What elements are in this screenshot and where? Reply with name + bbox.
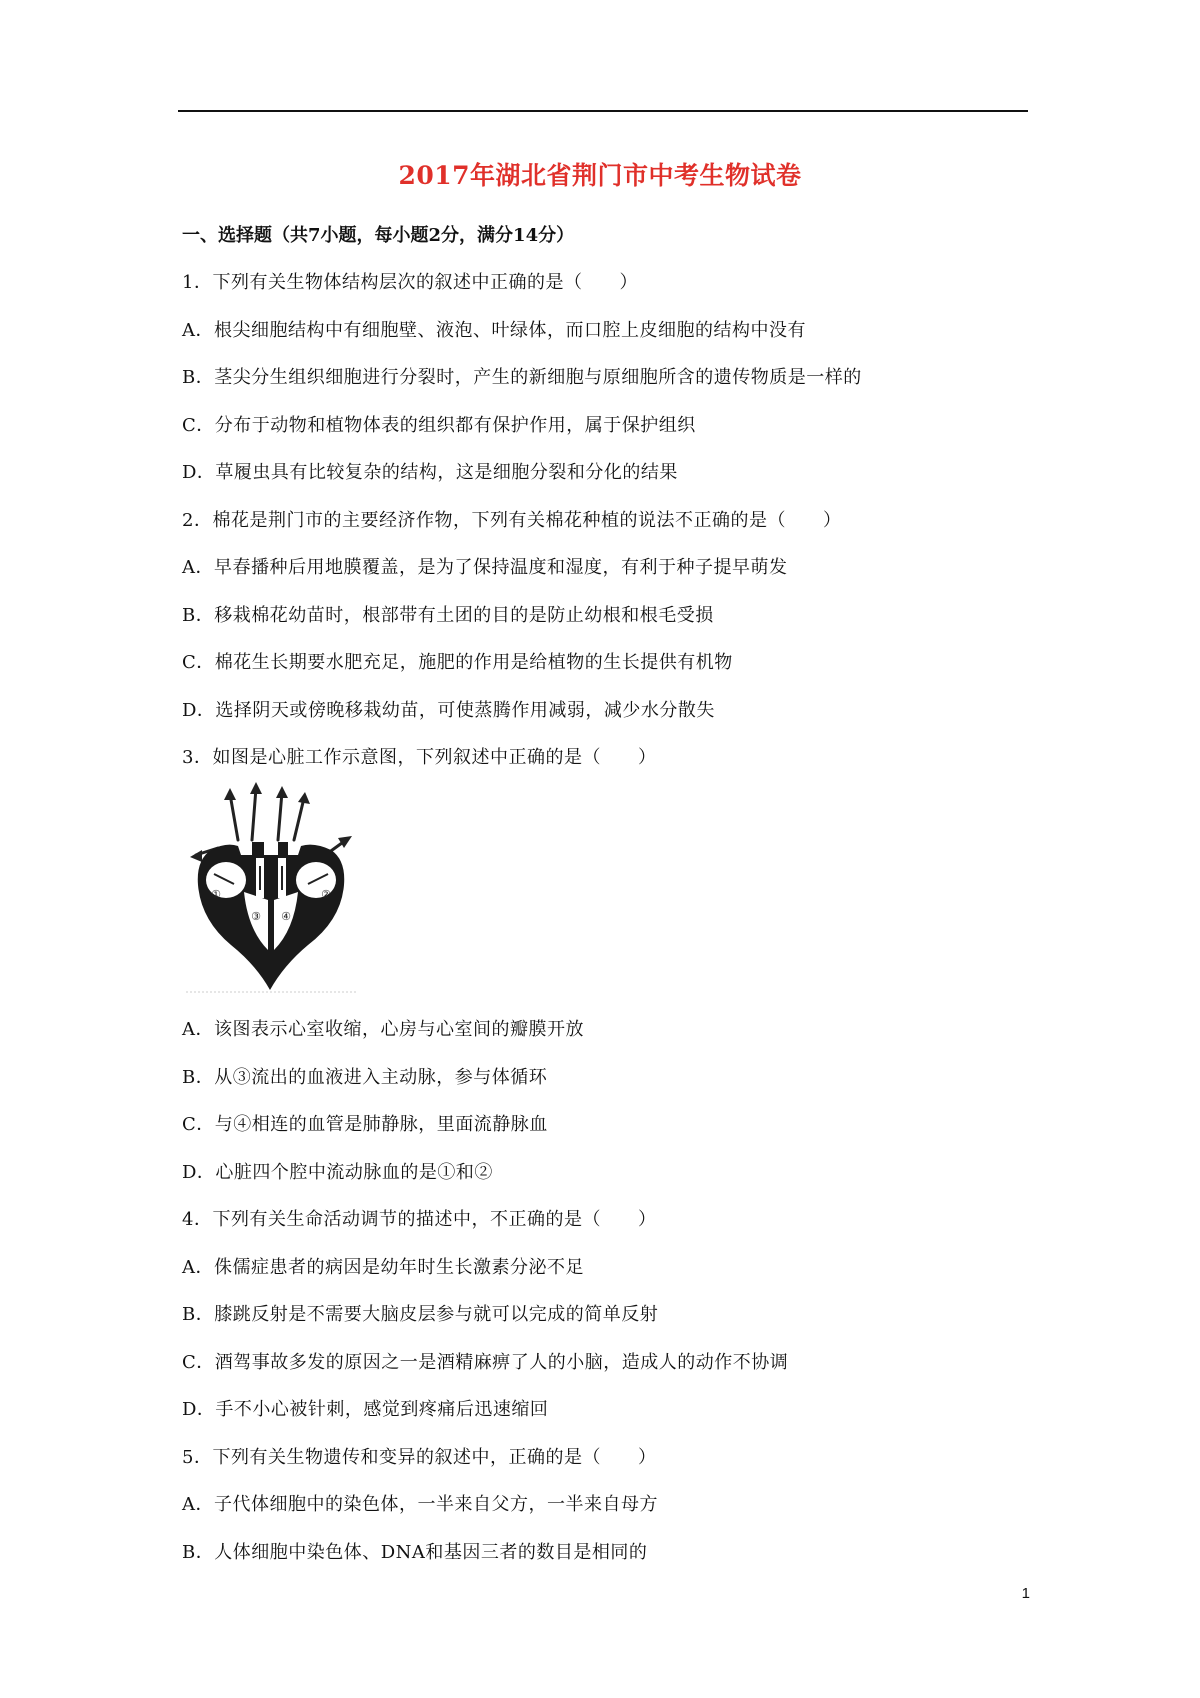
- chamber-label-4: ④: [281, 910, 291, 923]
- question-4-stem: 4．下列有关生命活动调节的描述中，不正确的是（ ）: [182, 1209, 657, 1230]
- question-2-option-b: B．移栽棉花幼苗时，根部带有土团的目的是防止幼根和根毛受损: [182, 605, 714, 626]
- question-1-option-c: C．分布于动物和植物体表的组织都有保护作用，属于保护组织: [182, 415, 696, 436]
- question-1-option-b: B．茎尖分生组织细胞进行分裂时，产生的新细胞与原细胞所含的遗传物质是一样的: [182, 367, 862, 388]
- question-1-option-d: D．草履虫具有比较复杂的结构，这是细胞分裂和分化的结果: [182, 462, 678, 483]
- question-4-option-d: D．手不小心被针刺，感觉到疼痛后迅速缩回: [182, 1399, 549, 1420]
- question-1-option-a: A．根尖细胞结构中有细胞壁、液泡、叶绿体，而口腔上皮细胞的结构中没有: [182, 320, 806, 341]
- question-5-option-b: B．人体细胞中染色体、DNA和基因三者的数目是相同的: [182, 1542, 648, 1563]
- question-2-option-c: C．棉花生长期要水肥充足，施肥的作用是给植物的生长提供有机物: [182, 652, 733, 673]
- question-4-option-c: C．酒驾事故多发的原因之一是酒精麻痹了人的小脑，造成人的动作不协调: [182, 1352, 789, 1373]
- header-rule: [178, 110, 1028, 112]
- question-3-option-b: B．从③流出的血液进入主动脉，参与体循环: [182, 1067, 548, 1088]
- question-3-stem: 3．如图是心脏工作示意图，下列叙述中正确的是（ ）: [182, 747, 657, 768]
- question-3-option-c: C．与④相连的血管是肺静脉，里面流静脉血: [182, 1114, 548, 1135]
- chamber-label-2: ②: [321, 888, 331, 901]
- heart-diagram: [186, 780, 356, 995]
- question-3-option-d: D．心脏四个腔中流动脉血的是①和②: [182, 1162, 493, 1183]
- question-4-option-a: A．侏儒症患者的病因是幼年时生长激素分泌不足: [182, 1257, 584, 1278]
- question-2-option-a: A．早春播种后用地膜覆盖，是为了保持温度和湿度，有利于种子提早萌发: [182, 557, 788, 578]
- question-2-option-d: D．选择阴天或傍晚移栽幼苗，可使蒸腾作用减弱，减少水分散失: [182, 700, 715, 721]
- chamber-label-1: ①: [211, 888, 221, 901]
- question-5-stem: 5．下列有关生物遗传和变异的叙述中，正确的是（ ）: [182, 1447, 657, 1468]
- section-heading: 一、选择题（共7小题，每小题2分，满分14分）: [182, 225, 575, 246]
- question-3-option-a: A．该图表示心室收缩，心房与心室间的瓣膜开放: [182, 1019, 584, 1040]
- page-number: 1: [1021, 1585, 1030, 1602]
- chamber-label-3: ③: [251, 910, 261, 923]
- page-title: 2017年湖北省荆门市中考生物试卷: [398, 161, 802, 190]
- question-4-option-b: B．膝跳反射是不需要大脑皮层参与就可以完成的简单反射: [182, 1304, 659, 1325]
- question-2-stem: 2．棉花是荆门市的主要经济作物，下列有关棉花种植的说法不正确的是（ ）: [182, 510, 842, 531]
- question-1-stem: 1．下列有关生物体结构层次的叙述中正确的是（ ）: [182, 272, 638, 293]
- question-5-option-a: A．子代体细胞中的染色体，一半来自父方，一半来自母方: [182, 1494, 658, 1515]
